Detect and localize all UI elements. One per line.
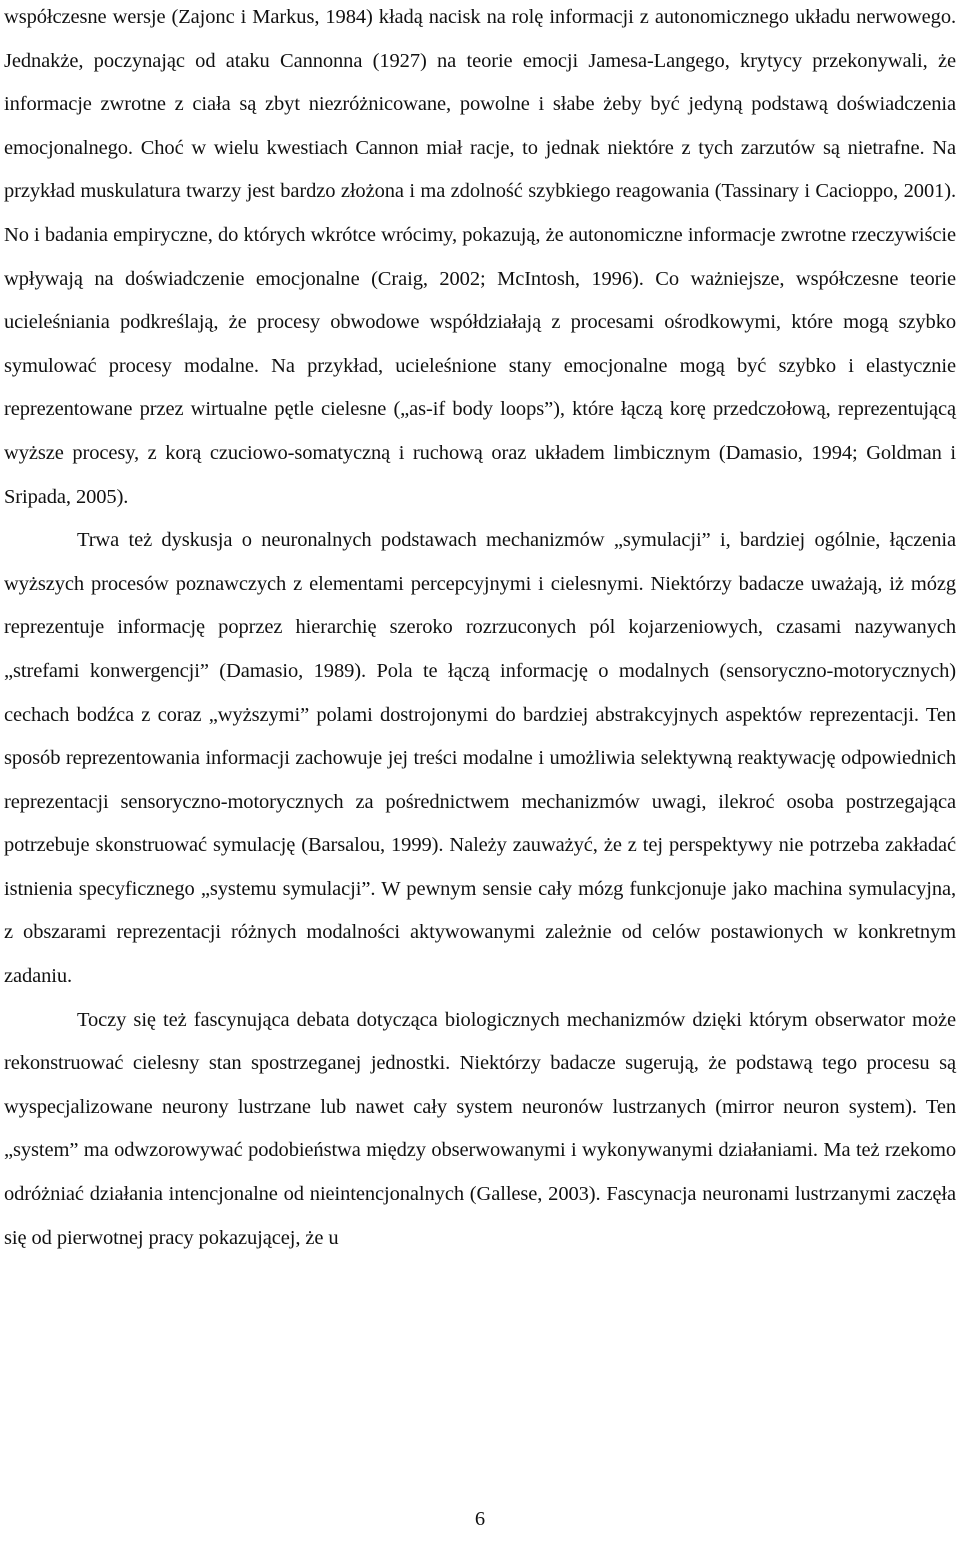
paragraph-2: Trwa też dyskusja o neuronalnych podstawach mechanizmów „symulacji” i, bardziej ogólnie, łączenia wyższych procesów poznawczych z elementami percepcyjnymi i cielesnymi. Niektórzy badacze uważają, iż mózg reprezentuje informację poprzez hierarchię szeroko rozrzuconych pól kojarzeniowych, czasami nazywanych „strefami konwergencji” (Damasio, 1989). Pola te łączą informację o modalnych (sensoryczno-motorycznych) cechach bodźca z coraz „wyższymi” polami dostrojonymi do bardziej abstrakcyjnych aspektów reprezentacji. Ten sposób reprezentowania informacji zachowuje jej treści modalne i umożliwia selektywną reaktywację odpowiednich reprezentacji sensoryczno-motorycznych za pośrednictwem mechanizmów uwagi, ilekroć osoba postrzegająca potrzebuje skonstruować symulację (Barsalou, 1999). Należy zauważyć, że z tej perspektywy nie potrzeba zakładać istnienia specyficznego „systemu symulacji”. W pewnym sensie cały mózg funkcjonuje jako machina symulacyjna, z obszarami reprezentacji różnych modalności aktywowanymi zależnie od celów postawionych w konkretnym zadaniu. (4, 529, 956, 988)
body-text (4, 0, 956, 1260)
paragraph-3: Toczy się też fascynująca debata dotycząca biologicznych mechanizmów dzięki którym obserwator może rekonstruować cielesny stan spostrzeganej jednostki. Niektórzy badacze sugerują, że podstawą tego procesu są wyspecjalizowane neurony lustrzane lub nawet cały system neuronów lustrzanych (mirror neuron system). Ten „system” ma odwzorowywać podobieństwa między obserwowanymi i wykonywanymi działaniami. Ma też rzekomo odróżniać działania intencjonalne od nieintencjonalnych (Gallese, 2003). Fascynacja neuronami lustrzanymi zaczęła się od pierwotnej pracy pokazującej, że u (4, 1008, 956, 1249)
page-number: 6 (474, 1508, 486, 1530)
paragraph-1: współczesne wersje (Zajonc i Markus, 1984) kładą nacisk na rolę informacji z autonomicznego układu nerwowego. Jednakże, poczynając od ataku Cannonna (1927) na teorie emocji Jamesa-Langego, krytycy przekonywali, że informacje zwrotne z ciała są zbyt niezróżnicowane, powolne i słabe żeby być jedyną podstawą doświadczenia emocjonalnego. Choć w wielu kwestiach Cannon miał racje, to jednak niektóre z tych zarzutów są nietrafne. Na przykład muskulatura twarzy jest bardzo złożona i ma zdolność szybkiego reagowania (Tassinary i Cacioppo, 2001). No i badania empiryczne, do których wkrótce wrócimy, pokazują, że autonomiczne informacje zwrotne rzeczywiście wpływają na doświadczenie emocjonalne (Craig, 2002; McIntosh, 1996). Co ważniejsze, współczesne teorie ucieleśniania podkreślają, że procesy obwodowe współdziałają z procesami ośrodkowymi, które mogą szybko symulować procesy modalne. Na przykład, ucieleśnione stany emocjonalne mogą być szybko i elastycznie reprezentowane przez wirtualne pętle cielesne („as-if body loops”), które łączą korę przedczołową, reprezentującą wyższe procesy, z korą czuciowo-somatyczną i ruchową oraz układem limbicznym (Damasio, 1994; Goldman i Sripada, 2005). (4, 6, 956, 508)
